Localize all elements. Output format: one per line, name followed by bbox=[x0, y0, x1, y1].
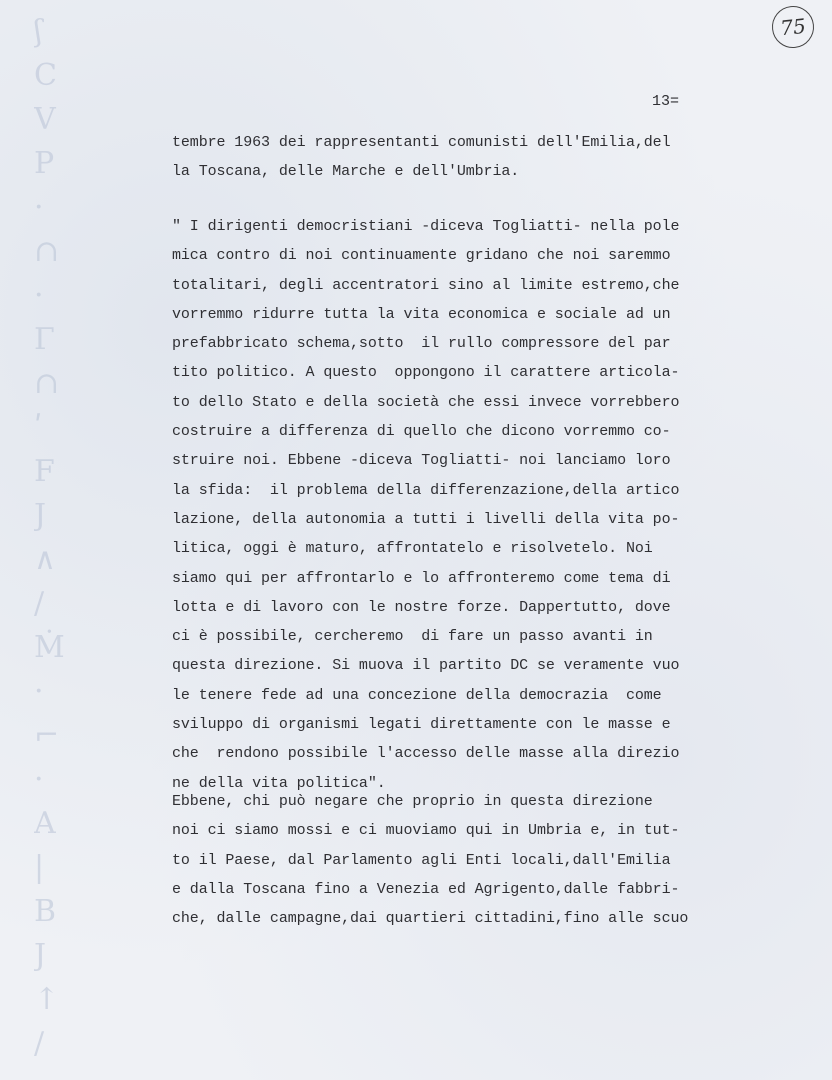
text-line: Ebbene, chi può negare che proprio in questa direzione bbox=[172, 793, 653, 810]
text-line: ne della vita politica". bbox=[172, 774, 386, 792]
text-line: lotta e di lavoro con le nostre forze. Dappertutto, dove bbox=[172, 598, 671, 616]
text-line: la sfida: il problema della differenzazione,della artico bbox=[172, 481, 680, 499]
text-line: to il Paese, dal Parlamento agli Enti locali,dall'Emilia bbox=[172, 851, 671, 869]
paragraph-2-quotation bbox=[172, 212, 732, 798]
text-line: to dello Stato e della società che essi invece vorrebbero bbox=[172, 393, 680, 411]
text-line: le tenere fede ad una concezione della democrazia come bbox=[172, 686, 662, 704]
text-line: costruire a differenza di quello che dicono vorremmo co- bbox=[172, 423, 671, 441]
text-line: che rendono possibile l'accesso delle masse alla direzio bbox=[172, 745, 680, 763]
text-line: vorremmo ridurre tutta la vita economica e sociale ad un bbox=[172, 305, 671, 323]
text-line: siamo qui per affrontarlo e lo affronteremo come tema di bbox=[172, 569, 671, 587]
text-line: ci è possibile, cercheremo di fare un passo avanti in bbox=[172, 628, 653, 646]
text-line: che, dalle campagne,dai quartieri cittadini,fino alle scuo bbox=[172, 910, 689, 928]
paragraph-1 bbox=[172, 128, 732, 187]
text-line: lazione, della autonomia a tutti i livelli della vita po- bbox=[172, 510, 680, 528]
text-line: la Toscana, delle Marche e dell'Umbria. bbox=[172, 163, 520, 181]
text-line: tito politico. A questo oppongono il carattere articola- bbox=[172, 364, 680, 382]
text-line: prefabbricato schema,sotto il rullo compressore del par bbox=[172, 335, 671, 353]
text-line: noi ci siamo mossi e ci muoviamo qui in Umbria e, in tut- bbox=[172, 822, 680, 840]
bleed-through-marks: ʃ C V P · ∩ · Γ ∩ ʹ F J ∧ / Ṁ · ⌐ · A | B Ϳ ↑ / bbox=[34, 14, 65, 1061]
page-number: 13= bbox=[652, 93, 680, 110]
paragraph-3 bbox=[172, 787, 732, 933]
text-line: litica, oggi è maturo, affrontatelo e risolvetelo. Noi bbox=[172, 540, 653, 558]
text-line: struire noi. Ebbene -diceva Togliatti- noi lanciamo loro bbox=[172, 452, 671, 470]
text-line: mica contro di noi continuamente gridano che noi saremmo bbox=[172, 247, 671, 265]
text-line: totalitari, degli accentratori sino al limite estremo,che bbox=[172, 276, 680, 294]
archive-page-stamp: 75 bbox=[770, 4, 816, 50]
text-line: questa direzione. Si muova il partito DC se veramente vuo bbox=[172, 657, 680, 675]
text-line: e dalla Toscana fino a Venezia ed Agrigento,dalle fabbri- bbox=[172, 880, 680, 898]
text-line: " I dirigenti democristiani -diceva Togliatti- nella pole bbox=[172, 218, 680, 235]
text-line: sviluppo di organismi legati direttamente con le masse e bbox=[172, 716, 671, 734]
text-line: tembre 1963 dei rappresentanti comunisti dell'Emilia,del bbox=[172, 134, 671, 151]
